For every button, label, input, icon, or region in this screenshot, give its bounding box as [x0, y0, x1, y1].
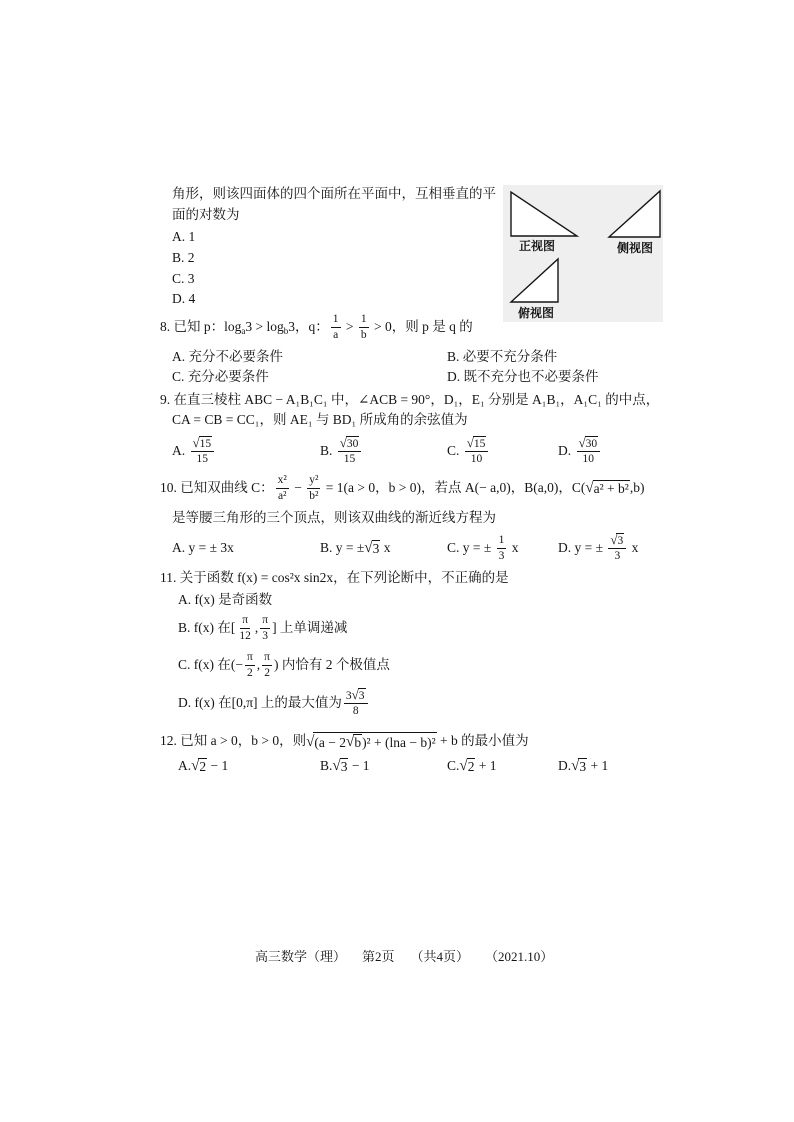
q11-option-c-text: C. f(x) 在(−: [178, 657, 243, 673]
fraction-numerator: 1: [331, 313, 341, 328]
q7-stem-text-2: 面的对数为: [172, 207, 240, 223]
sqrt-sign: √: [571, 757, 580, 774]
radicand: 3: [372, 540, 380, 556]
fraction-numerator: 1: [497, 534, 507, 549]
sqrt-sign: √: [339, 436, 347, 451]
sqrt-sign: √: [585, 479, 594, 496]
radicand: 30: [585, 438, 598, 451]
footer-subject: 高三数学（理）: [255, 948, 347, 964]
q9-option-b: [320, 436, 363, 466]
fraction-numerator: [465, 436, 489, 452]
q7-option-b-text: B. 2: [172, 250, 195, 266]
q7-option-a: [172, 229, 195, 245]
q12-option-b: [320, 758, 370, 774]
radicand: 2: [199, 758, 207, 774]
q11-option-c-fraction-1: [245, 651, 255, 679]
inner-square-root: [346, 734, 362, 750]
q9-option-b-label: B.: [320, 443, 336, 459]
q8-option-b: [447, 349, 557, 365]
fraction-numerator: x²: [276, 474, 289, 489]
q11-option-b-text: ] 上单调递减: [272, 620, 348, 636]
q12-option-c: [447, 758, 497, 774]
q8-stem-text: >: [342, 319, 357, 335]
q12-option-b-post: − 1: [348, 758, 370, 774]
q7-option-d-text: D. 4: [172, 291, 196, 307]
q11-option-b: [178, 613, 348, 642]
front-view-label: 正视图: [518, 239, 556, 253]
q9-option-a: [172, 436, 216, 466]
q7-option-a-text: A. 1: [172, 229, 196, 245]
fraction-denominator: 10: [582, 453, 595, 466]
q11-option-d: [178, 688, 370, 718]
q9-stem-text-1: 9. 在直三棱柱 ABC − A₁B₁C₁ 中，∠ACB = 90°，D₁，E₁ 分别是 A₁B₁，A₁C₁ 的中点，: [160, 392, 660, 408]
q10-option-b-label: B.: [320, 540, 336, 556]
sqrt-sign: √: [306, 733, 315, 750]
q8-fraction-1: [331, 313, 341, 341]
q10-option-b-pre: y = ±: [335, 540, 365, 556]
footer-page-number: 第2页: [362, 948, 395, 964]
q10-option-c-fraction: [497, 534, 507, 562]
q11-option-b-text: B. f(x) 在[: [178, 620, 236, 636]
q8-option-c-text: C. 充分必要条件: [172, 369, 269, 385]
q9-option-a-fraction: [191, 436, 215, 466]
q10-stem-line-1: [160, 473, 645, 502]
q10-stem-text-2: 是等腰三角形的三个顶点，则该双曲线的渐近线方程为: [172, 510, 496, 526]
q7-stem-text-1: 角形，则该四面体的四个面所在平面中，互相垂直的平: [172, 186, 496, 202]
q8-stem-text: > 0，则 p 是 q 的: [370, 319, 473, 335]
radicand: 2: [467, 758, 475, 774]
fraction-numerator: π: [240, 614, 250, 629]
sqrt-sign: √: [332, 757, 341, 774]
q8-stem: [160, 312, 473, 341]
radicand: 15: [473, 438, 486, 451]
q7-option-b: [172, 250, 195, 266]
q11-option-a-text: A. f(x) 是奇函数: [178, 592, 273, 608]
q10-stem-line-2: [172, 510, 496, 526]
q7-option-d: [172, 291, 195, 307]
fraction-numerator: [338, 436, 362, 452]
fraction-denominator: 2: [264, 666, 270, 679]
q10-fraction-x: [276, 474, 289, 502]
page-footer: [255, 948, 553, 964]
q11-stem: [160, 570, 509, 586]
square-root: [352, 688, 366, 702]
q9-option-c-label: C.: [447, 443, 463, 459]
square-root: [571, 758, 587, 774]
q8-option-a-text: A. 充分不必要条件: [172, 349, 283, 365]
sqrt-sign: √: [610, 533, 618, 548]
sqrt-sign: √: [191, 757, 200, 774]
q11-option-c-fraction-2: [262, 651, 272, 679]
outer-square-root: [306, 732, 437, 750]
fraction-numerator: π: [245, 651, 255, 666]
q8-option-d-text: D. 既不充分也不必要条件: [447, 369, 599, 385]
q10-option-a-text: A. y = ± 3x: [172, 540, 234, 556]
top-view-triangle: [511, 259, 558, 302]
q10-option-b: [320, 540, 390, 556]
radicand: 3: [358, 690, 365, 703]
q8-log-base-1: a: [241, 325, 246, 336]
q12-option-d-label: D.: [558, 758, 572, 774]
q10-stem-text: 10. 已知双曲线 C：: [160, 480, 274, 496]
fraction-numerator: π: [260, 614, 270, 629]
fraction-numerator: [191, 436, 215, 452]
sqrt-sign: √: [351, 688, 359, 703]
q8-stem-text: 8. 已知 p：log: [160, 319, 242, 335]
q10-option-d: [558, 533, 639, 563]
fraction-numerator: [608, 533, 626, 549]
top-view-label: 俯视图: [517, 306, 555, 320]
q10-option-a: [172, 540, 234, 556]
square-root: [585, 480, 630, 496]
q10-option-d-fraction: [608, 533, 626, 563]
q11-option-c-text: ,: [256, 657, 261, 673]
q12-option-d-post: + 1: [587, 758, 609, 774]
fraction-denominator: 3: [614, 550, 621, 563]
q10-option-c-post: x: [508, 540, 519, 556]
square-root: [191, 758, 207, 774]
q8-stem-text: 3 > log: [245, 319, 284, 335]
q10-option-c-label: C.: [447, 540, 463, 556]
fraction-denominator: 15: [343, 453, 356, 466]
sqrt-sign: √: [466, 436, 474, 451]
fraction-numerator: [577, 436, 601, 452]
q12-option-c-post: + 1: [475, 758, 497, 774]
q9-option-d-fraction: [577, 436, 601, 466]
q12-stem-text: 12. 已知 a > 0，b > 0，则: [160, 733, 307, 749]
three-view-figure: [503, 185, 663, 322]
q8-option-d: [447, 369, 599, 385]
q8-option-b-text: B. 必要不充分条件: [447, 349, 558, 365]
q12-option-a-label: A.: [178, 758, 192, 774]
q8-fraction-2: [359, 313, 369, 341]
sqrt-sign: √: [192, 436, 200, 451]
q12-stem: [160, 733, 529, 749]
numerator-coefficient: 3: [345, 689, 352, 702]
q9-option-c-fraction: [465, 436, 489, 466]
q9-stem-text-2: CA = CB = CC₁，则 AE₁ 与 BD₁ 所成角的余弦值为: [172, 412, 468, 428]
sqrt-sign: √: [346, 733, 355, 750]
q9-stem-line-2: [172, 412, 468, 428]
fraction-numerator: [344, 688, 368, 704]
q7-stem-line-2: [172, 207, 240, 223]
q10-option-d-label: D.: [558, 540, 575, 556]
square-root: [193, 436, 213, 450]
q11-option-a: [178, 592, 272, 608]
footer-date: （2021.10）: [485, 948, 554, 964]
q10-option-c-pre: y = ±: [462, 540, 495, 556]
sqrt-sign: √: [459, 757, 468, 774]
q9-option-c: [447, 436, 490, 466]
q7-stem-line-1: [172, 186, 496, 202]
fraction-denominator: a: [333, 328, 339, 341]
outer-radicand: [313, 732, 436, 750]
radicand: 15: [199, 438, 212, 451]
q8-log-base-2: b: [283, 325, 289, 336]
side-view-label: 侧视图: [616, 241, 654, 255]
square-root: [467, 436, 487, 450]
inner-radicand: b: [354, 734, 362, 750]
q10-option-b-post: x: [380, 540, 391, 556]
q10-option-c: [447, 533, 519, 562]
q10-stem-text: = 1(a > 0，b > 0)，若点 A(− a,0)，B(a,0)，C(: [322, 480, 586, 496]
square-root: [332, 758, 348, 774]
fraction-denominator: a²: [277, 489, 287, 502]
front-view-triangle: [511, 192, 577, 236]
fraction-denominator: 8: [352, 705, 359, 718]
fraction-denominator: 10: [470, 453, 483, 466]
fraction-numerator: π: [262, 651, 272, 666]
q10-fraction-y: [307, 474, 320, 502]
q11-option-b-fraction-2: [260, 614, 270, 642]
q9-option-b-fraction: [338, 436, 362, 466]
q8-option-c: [172, 369, 269, 385]
square-root: [459, 758, 475, 774]
q7-option-c: [172, 271, 195, 287]
q12-option-c-label: C.: [447, 758, 460, 774]
q11-option-d-fraction: [344, 688, 368, 718]
radicand: 3: [340, 758, 348, 774]
fraction-denominator: 2: [247, 666, 253, 679]
fraction-denominator: 12: [239, 629, 251, 642]
fraction-denominator: 15: [196, 453, 209, 466]
fraction-denominator: 3: [262, 629, 269, 642]
radicand: 30: [346, 438, 359, 451]
radicand: 3: [617, 535, 624, 548]
square-root: [364, 540, 380, 556]
square-root: [340, 436, 360, 450]
q9-stem-line-1: [160, 392, 659, 408]
fraction-numerator: 1: [359, 313, 369, 328]
q10-option-d-post: x: [628, 540, 639, 556]
q7-option-c-text: C. 3: [172, 271, 195, 287]
q8-option-a: [172, 349, 283, 365]
footer-total-pages: （共4页）: [410, 948, 470, 964]
fraction-numerator: y²: [307, 474, 320, 489]
fraction-denominator: 3: [498, 549, 505, 562]
sqrt-sign: √: [364, 539, 373, 556]
q12-option-a-post: − 1: [207, 758, 229, 774]
q11-option-b-text: ,: [254, 620, 259, 636]
fraction-denominator: b²: [309, 489, 319, 502]
q11-option-d-text: D. f(x) 在[0,π] 上的最大值为: [178, 695, 342, 711]
radicand-part: )² + (lna − b)²: [362, 734, 436, 750]
q8-stem-text: 3，q：: [288, 319, 329, 335]
sqrt-sign: √: [578, 436, 586, 451]
radicand: 3: [579, 758, 587, 774]
q9-option-d: [558, 436, 602, 466]
radicand: a² + b²: [593, 480, 629, 496]
fraction-denominator: b: [360, 328, 367, 341]
q9-option-a-label: A.: [172, 443, 189, 459]
q10-stem-text: −: [290, 480, 306, 496]
q10-option-d-pre: y = ±: [574, 540, 607, 556]
q12-option-b-label: B.: [320, 758, 333, 774]
q12-stem-text: + b 的最小值为: [436, 733, 529, 749]
radicand-part: (a − 2: [314, 734, 347, 750]
side-view-triangle: [609, 191, 660, 237]
q12-option-a: [178, 758, 228, 774]
q9-option-d-label: D.: [558, 443, 575, 459]
q12-option-d: [558, 758, 608, 774]
q11-option-c-text: ) 内恰有 2 个极值点: [273, 657, 390, 673]
q11-option-b-fraction-1: [237, 614, 253, 642]
q11-option-c: [178, 650, 390, 679]
square-root: [579, 436, 599, 450]
square-root: [610, 533, 624, 547]
q11-stem-text: 11. 关于函数 f(x) = cos²x sin2x，在下列论断中，不正确的是: [160, 570, 509, 586]
q10-stem-text: ,b): [629, 480, 645, 496]
